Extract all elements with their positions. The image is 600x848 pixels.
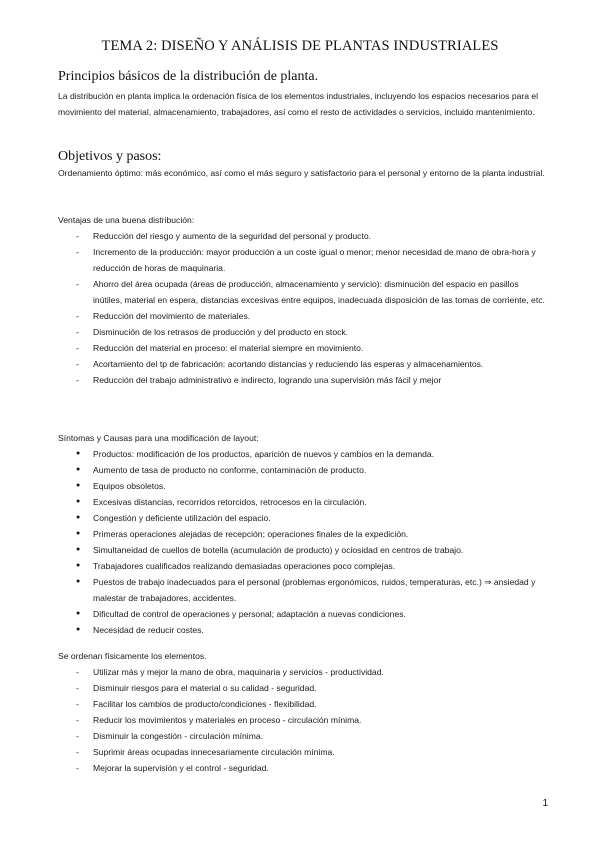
- list-item: ● Dificultad de control de operaciones y personal; adaptación a nuevas condiciones.: [58, 606, 548, 622]
- sintomas-list: [58, 446, 548, 638]
- list-item: - Acortamiento del tp de fabricación: acortando distancias y reduciendo las esperas y almacenamientos.: [58, 356, 548, 372]
- list-item: - Facilitar los cambios de producto/condiciones - flexibilidad.: [58, 696, 548, 712]
- list-item: - Reducción del movimiento de materiales.: [58, 308, 548, 324]
- document-title: TEMA 2: DISEÑO Y ANÁLISIS DE PLANTAS INDUSTRIALES: [101, 38, 499, 54]
- ordenan-list: [58, 664, 548, 776]
- list-item: - Ahorro del área ocupada (áreas de producción, almacenamiento y servicio): disminución del espacio en pasillos inútiles, material en espera, distancias excesivas entre equipos, inadecuada disposición de las tomas de corriente, etc.: [58, 276, 548, 308]
- sintomas-label: Síntomas y Causas para una modificación de layout:: [58, 433, 259, 443]
- list-item: ● Congestión y deficiente utilización del espacio.: [58, 510, 548, 526]
- list-item: ● Puestos de trabajo inadecuados para el personal (problemas ergonómicos, ruidos, temperaturas, etc.) ⇒ ansiedad y malestar de trabajadores, accidentes.: [58, 574, 548, 606]
- list-item: ● Aumento de tasa de producto no conforme, contaminación de producto.: [58, 462, 548, 478]
- list-item: ● Productos: modificación de los productos, aparición de nuevos y cambios en la demanda.: [58, 446, 548, 462]
- list-item: - Reducir los movimientos y materiales en proceso - circulación mínima.: [58, 712, 548, 728]
- section2-heading: Objetivos y pasos:: [58, 149, 162, 164]
- list-item: - Incremento de la producción: mayor producción a un coste igual o menor; menor necesidad de mano de obra-hora y reducción de horas de maquinaria.: [58, 244, 548, 276]
- list-item: ● Simultaneidad de cuellos de botella (acumulación de producto) y ociosidad en centros de trabajo.: [58, 542, 548, 558]
- ventajas-label: Ventajas de una buena distribución:: [58, 215, 195, 225]
- list-item: - Disminuir la congestión - circulación mínima.: [58, 728, 548, 744]
- list-item: ● Trabajadores cualificados realizando demasiadas operaciones poco complejas.: [58, 558, 548, 574]
- ventajas-list: [58, 228, 548, 388]
- list-item: ● Excesivas distancias, recorridos retorcidos, retrocesos en la circulación.: [58, 494, 548, 510]
- list-item: - Reducción del riesgo y aumento de la seguridad del personal y producto.: [58, 228, 548, 244]
- list-item: - Reducción del trabajo administrativo e indirecto, logrando una supervisión más fácil y mejor: [58, 372, 548, 388]
- list-item: ● Necesidad de reducir costes.: [58, 622, 548, 638]
- list-item: - Reducción del material en proceso: el material siempre en movimiento.: [58, 340, 548, 356]
- section1-text: La distribución en planta implica la ordenación física de los elementos industriales, incluyendo los espacios necesarios para el movimiento del material, almacenamiento, trabajadores, así como el resto de actividades o servicios, incluido mantenimiento.: [58, 91, 539, 117]
- list-item: ● Primeras operaciones alejadas de recepción; operaciones finales de la expedición.: [58, 526, 548, 542]
- list-item: ● Equipos obsoletos.: [58, 478, 548, 494]
- list-item: - Disminución de los retrasos de producción y del producto en stock.: [58, 324, 548, 340]
- list-item: - Suprimir áreas ocupadas innecesariamente circulación mínima.: [58, 744, 548, 760]
- page-number: 1: [542, 798, 548, 809]
- section1-heading: Principios básicos de la distribución de planta.: [58, 69, 319, 84]
- ordenan-label: Se ordenan físicamente los elementos.: [58, 651, 207, 661]
- list-item: - Utilizar más y mejor la mano de obra, maquinaria y servicios - productividad.: [58, 664, 548, 680]
- list-item: - Disminuir riesgos para el material o su calidad - seguridad.: [58, 680, 548, 696]
- section2-intro: Ordenamiento óptimo: más económico, así como el más seguro y satisfactorio para el personal y entorno de la planta industrial.: [58, 168, 545, 178]
- list-item: - Mejorar la supervisión y el control - seguridad.: [58, 760, 548, 776]
